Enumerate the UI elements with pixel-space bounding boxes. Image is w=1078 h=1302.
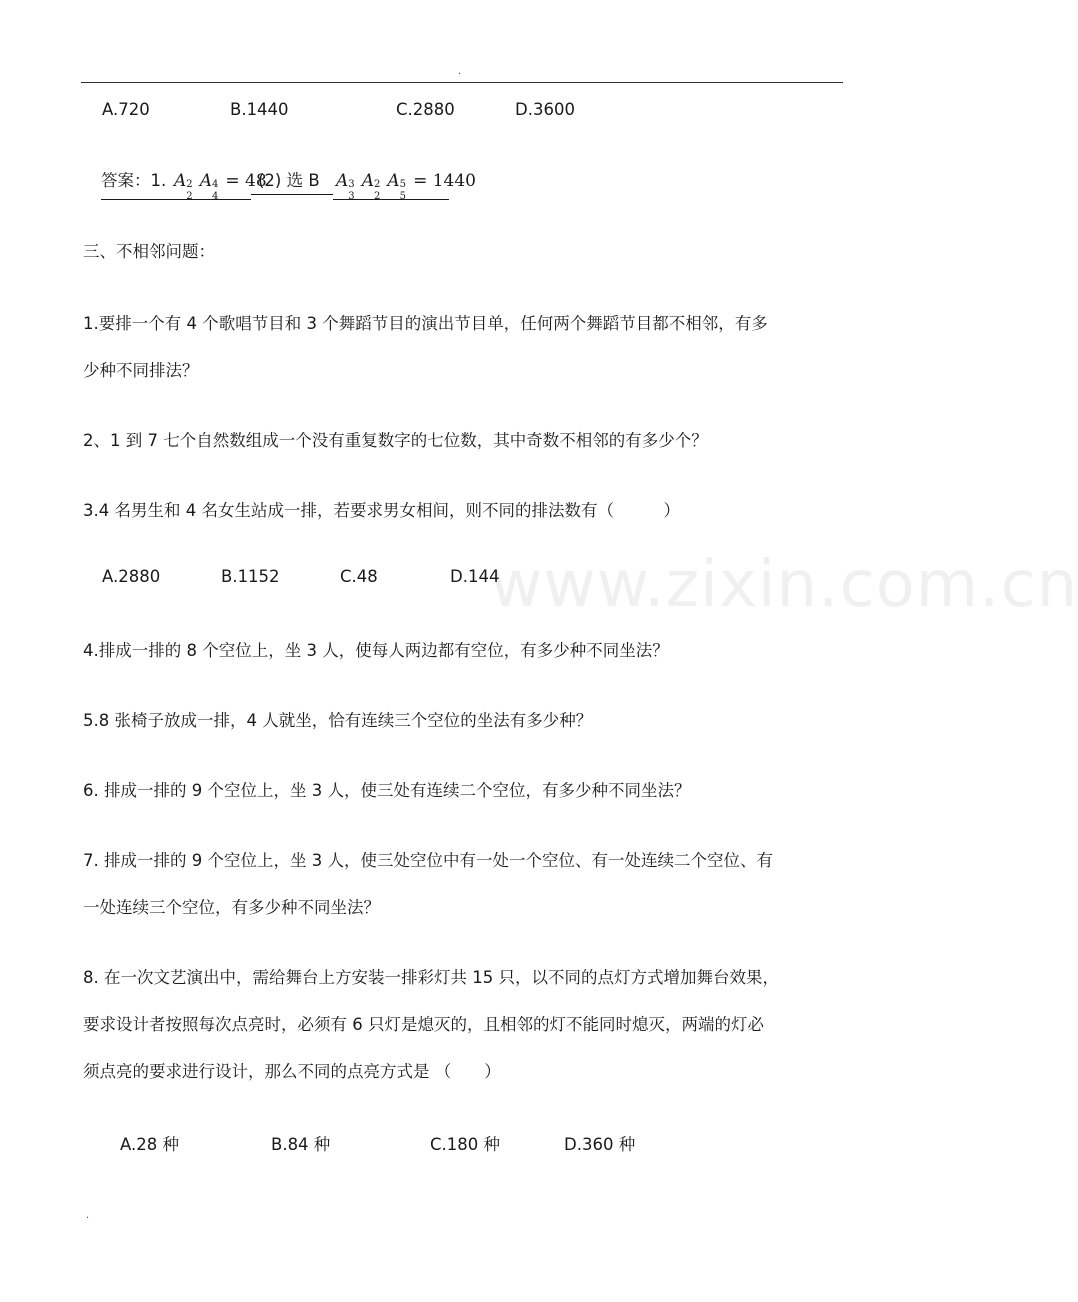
answer-part-2: (2) 选 B: [258, 171, 320, 190]
answer-label: 答案：1.: [101, 171, 167, 190]
prev-option-b: B.1440: [230, 100, 289, 119]
watermark: www.zixin.com.cn: [490, 548, 1078, 622]
question-1-line-2: 少种不同排法？: [83, 361, 199, 380]
question-3-option-a: A.2880: [102, 567, 161, 586]
question-6: 6. 排成一排的 9 个空位上，坐 3 人，使三处有连续二个空位，有多少种不同坐法？: [83, 781, 691, 800]
header-mark: .: [458, 66, 462, 77]
question-8-option-d: D.360 种: [564, 1135, 636, 1154]
question-3-option-c: C.48: [340, 567, 378, 586]
answer-formula-1: A 2 2 A 4 4 = 48: [174, 171, 267, 202]
question-7-line-2: 一处连续三个空位，有多少种不同坐法？: [83, 898, 380, 917]
question-7-line-1: 7. 排成一排的 9 个空位上，坐 3 人，使三处空位中有一处一个空位、有一处连续二个空位、有: [83, 851, 773, 870]
answer-underline-2: [251, 194, 333, 195]
question-8-line-1: 8. 在一次文艺演出中，需给舞台上方安装一排彩灯共 15 只，以不同的点灯方式增加舞台效果，: [83, 968, 779, 987]
question-8-line-3: 须点亮的要求进行设计，那么不同的点亮方式是 （ ）: [83, 1062, 501, 1081]
answer-formula-2: A 3 3 A 2 2 A 5 5 = 1440: [336, 171, 476, 202]
question-3: 3.4 名男生和 4 名女生站成一排，若要求男女相间，则不同的排法数有（ ）: [83, 501, 680, 520]
prev-option-c: C.2880: [396, 100, 455, 119]
prev-option-d: D.3600: [515, 100, 575, 119]
question-8-option-a: A.28 种: [120, 1135, 179, 1154]
answer-underline-3: [333, 199, 449, 200]
question-8-option-b: B.84 种: [271, 1135, 331, 1154]
question-5: 5.8 张椅子放成一排，4 人就坐，恰有连续三个空位的坐法有多少种？: [83, 711, 593, 730]
question-8-option-c: C.180 种: [430, 1135, 501, 1154]
header-rule: [81, 82, 843, 83]
question-2: 2、1 到 7 七个自然数组成一个没有重复数字的七位数，其中奇数不相邻的有多少个？: [83, 431, 708, 450]
question-1-line-1: 1.要排一个有 4 个歌唱节目和 3 个舞蹈节目的演出节目单，任何两个舞蹈节目都不相邻，有多: [83, 314, 768, 333]
footer-mark: .: [86, 1210, 90, 1221]
answer-underline-1: [101, 199, 251, 200]
question-3-option-b: B.1152: [221, 567, 280, 586]
section-title: 三、不相邻问题：: [83, 242, 215, 261]
prev-option-a: A.720: [102, 100, 150, 119]
question-4: 4.排成一排的 8 个空位上，坐 3 人，使每人两边都有空位，有多少种不同坐法？: [83, 641, 669, 660]
question-3-option-d: D.144: [450, 567, 500, 586]
question-8-line-2: 要求设计者按照每次点亮时，必须有 6 只灯是熄灭的，且相邻的灯不能同时熄灭，两端的灯必: [83, 1015, 764, 1034]
